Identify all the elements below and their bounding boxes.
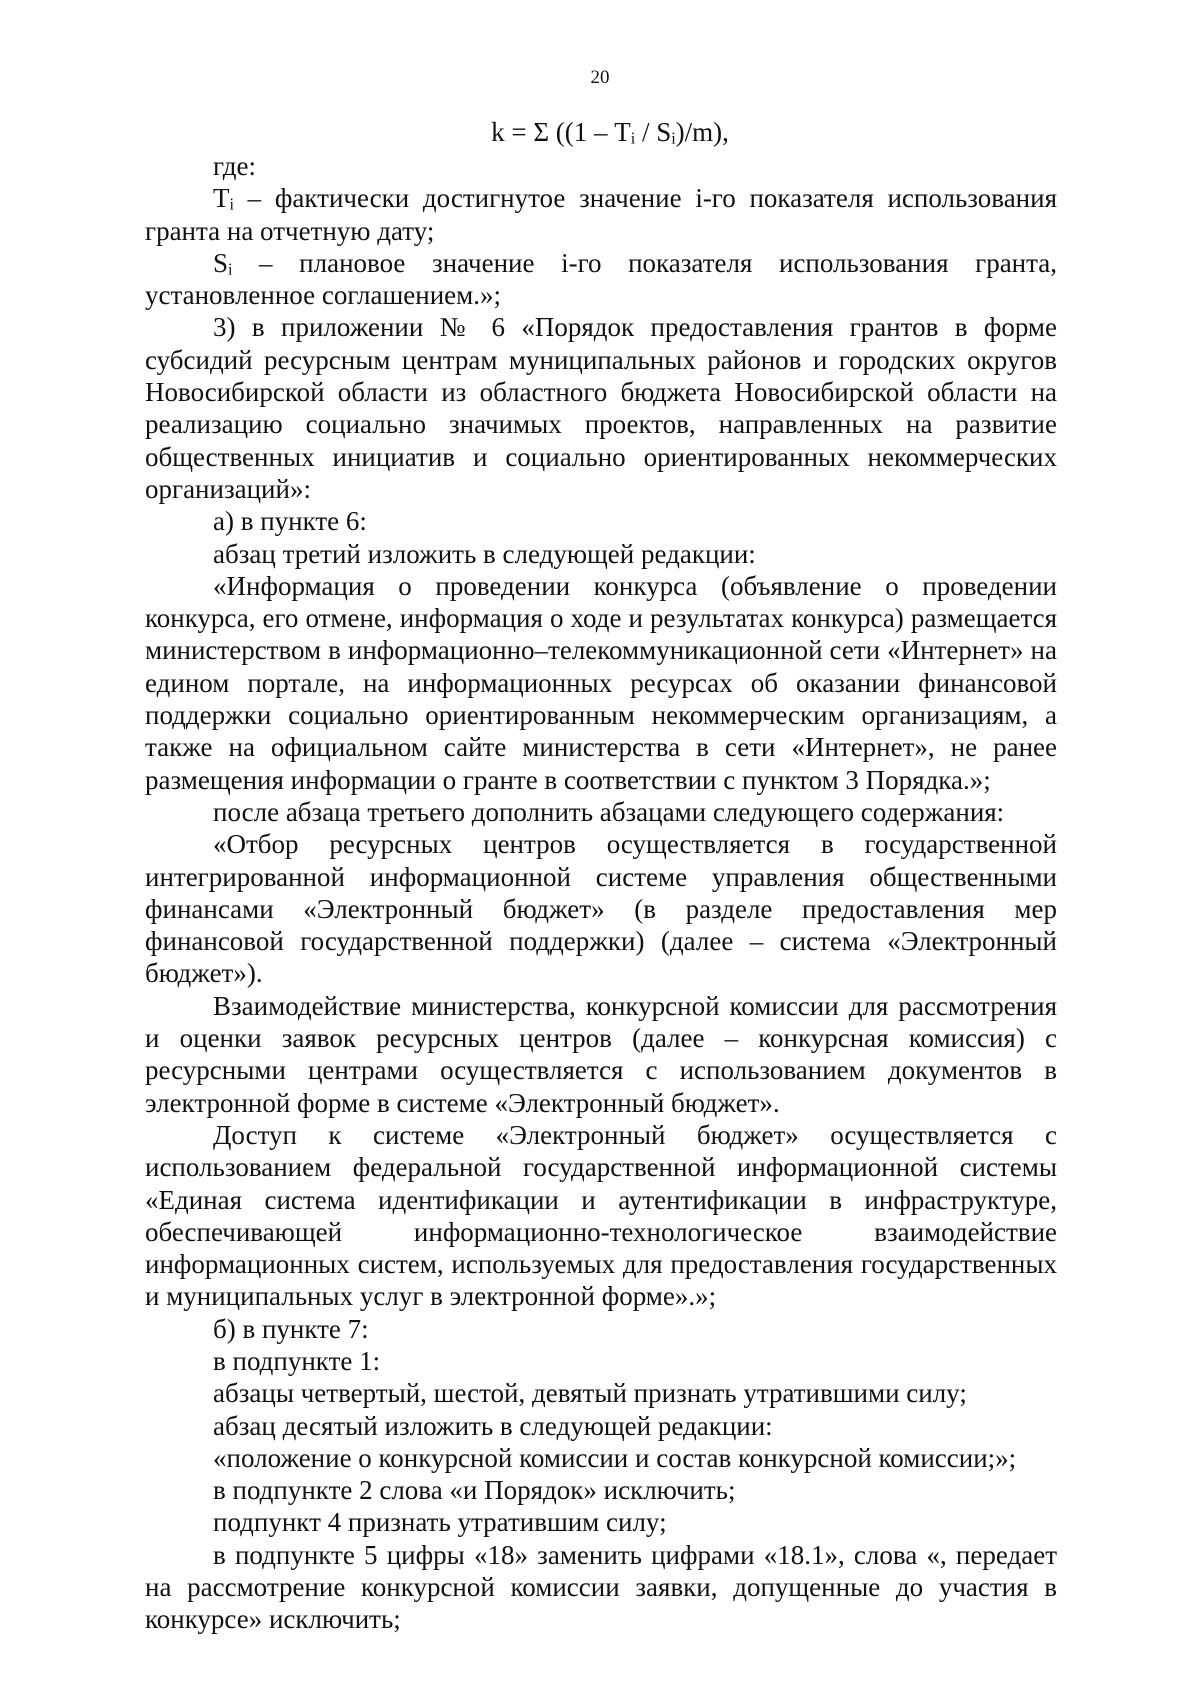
document-body bbox=[145, 150, 1057, 1636]
paragraph: 3) в приложении № 6 «Порядок предоставления грантов в форме субсидий ресурсным центрам муниципальных районов и городских округов Новосибирской области из областного бюджета Новосибирской области на реализацию социально значимых проектов, направленных на развитие общественных инициатив и социально ориентированных некоммерческих организаций»: bbox=[145, 312, 1057, 504]
formula: k = Σ ((1 – Tᵢ / Sᵢ)/m), bbox=[491, 117, 729, 147]
page-number: 20 bbox=[590, 67, 610, 88]
paragraph: Sᵢ – плановое значение i-го показателя использования гранта, установленное соглашением.»; bbox=[145, 247, 1057, 311]
paragraph: а) в пункте 6: bbox=[213, 506, 367, 537]
paragraph: после абзаца третьего дополнить абзацами следующего содержания: bbox=[213, 796, 1005, 827]
paragraph: где: bbox=[213, 151, 256, 181]
paragraph: в подпункте 1: bbox=[213, 1345, 381, 1376]
paragraph: абзац десятый изложить в следующей редакции: bbox=[213, 1410, 773, 1441]
paragraph: б) в пункте 7: bbox=[213, 1313, 369, 1344]
paragraph: «положение о конкурсной комиссии и состав конкурсной комиссии;»; bbox=[213, 1442, 1017, 1473]
paragraph: в подпункте 5 цифры «18» заменить цифрами «18.1», слова «, передает на рассмотрение конкурсной комиссии заявки, допущенные до участия в конкурсе» исключить; bbox=[145, 1539, 1057, 1635]
paragraph: Tᵢ – фактически достигнутое значение i-го показателя использования гранта на отчетную дату; bbox=[145, 183, 1057, 246]
paragraph: «Отбор ресурсных центров осуществляется в государственной интегрированной информационной системе управления общественными финансами «Электронный бюджет» (в разделе предоставления мер финансовой государственной поддержки) (далее – система «Электронный бюджет»). bbox=[145, 829, 1057, 989]
paragraph: в подпункте 2 слова «и Порядок» исключить; bbox=[213, 1475, 736, 1506]
paragraph: Взаимодействие министерства, конкурсной комиссии для рассмотрения и оценки заявок ресурсных центров (далее – конкурсная комиссия) с ресурсными центрами осуществляется с использованием документов в электронной форме в системе «Электронный бюджет». bbox=[145, 990, 1057, 1118]
paragraph: абзац третий изложить в следующей редакции: bbox=[213, 538, 756, 569]
paragraph: абзацы четвертый, шестой, девятый признать утратившими силу; bbox=[213, 1378, 967, 1409]
paragraph: подпункт 4 признать утратившим силу; bbox=[213, 1507, 667, 1538]
paragraph: «Информация о проведении конкурса (объявление о проведении конкурса, его отмене, информация о ходе и результатах конкурса) размещается министерством в информационно–телекоммуникационной сети «Интернет» на едином портале, на информационных ресурсах об оказании финансовой поддержки социально ориентированным некоммерческим организациям, а также на официальном сайте министерства в сети «Интернет», не ранее размещения информации о гранте в соответствии с пунктом 3 Порядка.»; bbox=[145, 570, 1057, 795]
paragraph: Доступ к системе «Электронный бюджет» осуществляется с использованием федеральной государственной информационной системы «Единая система идентификации и аутентификации в инфраструктуре, обеспечивающей информационно-технологическое взаимодействие информационных систем, используемых для предоставления государственных и муниципальных услуг в электронной форме».»; bbox=[145, 1119, 1057, 1312]
